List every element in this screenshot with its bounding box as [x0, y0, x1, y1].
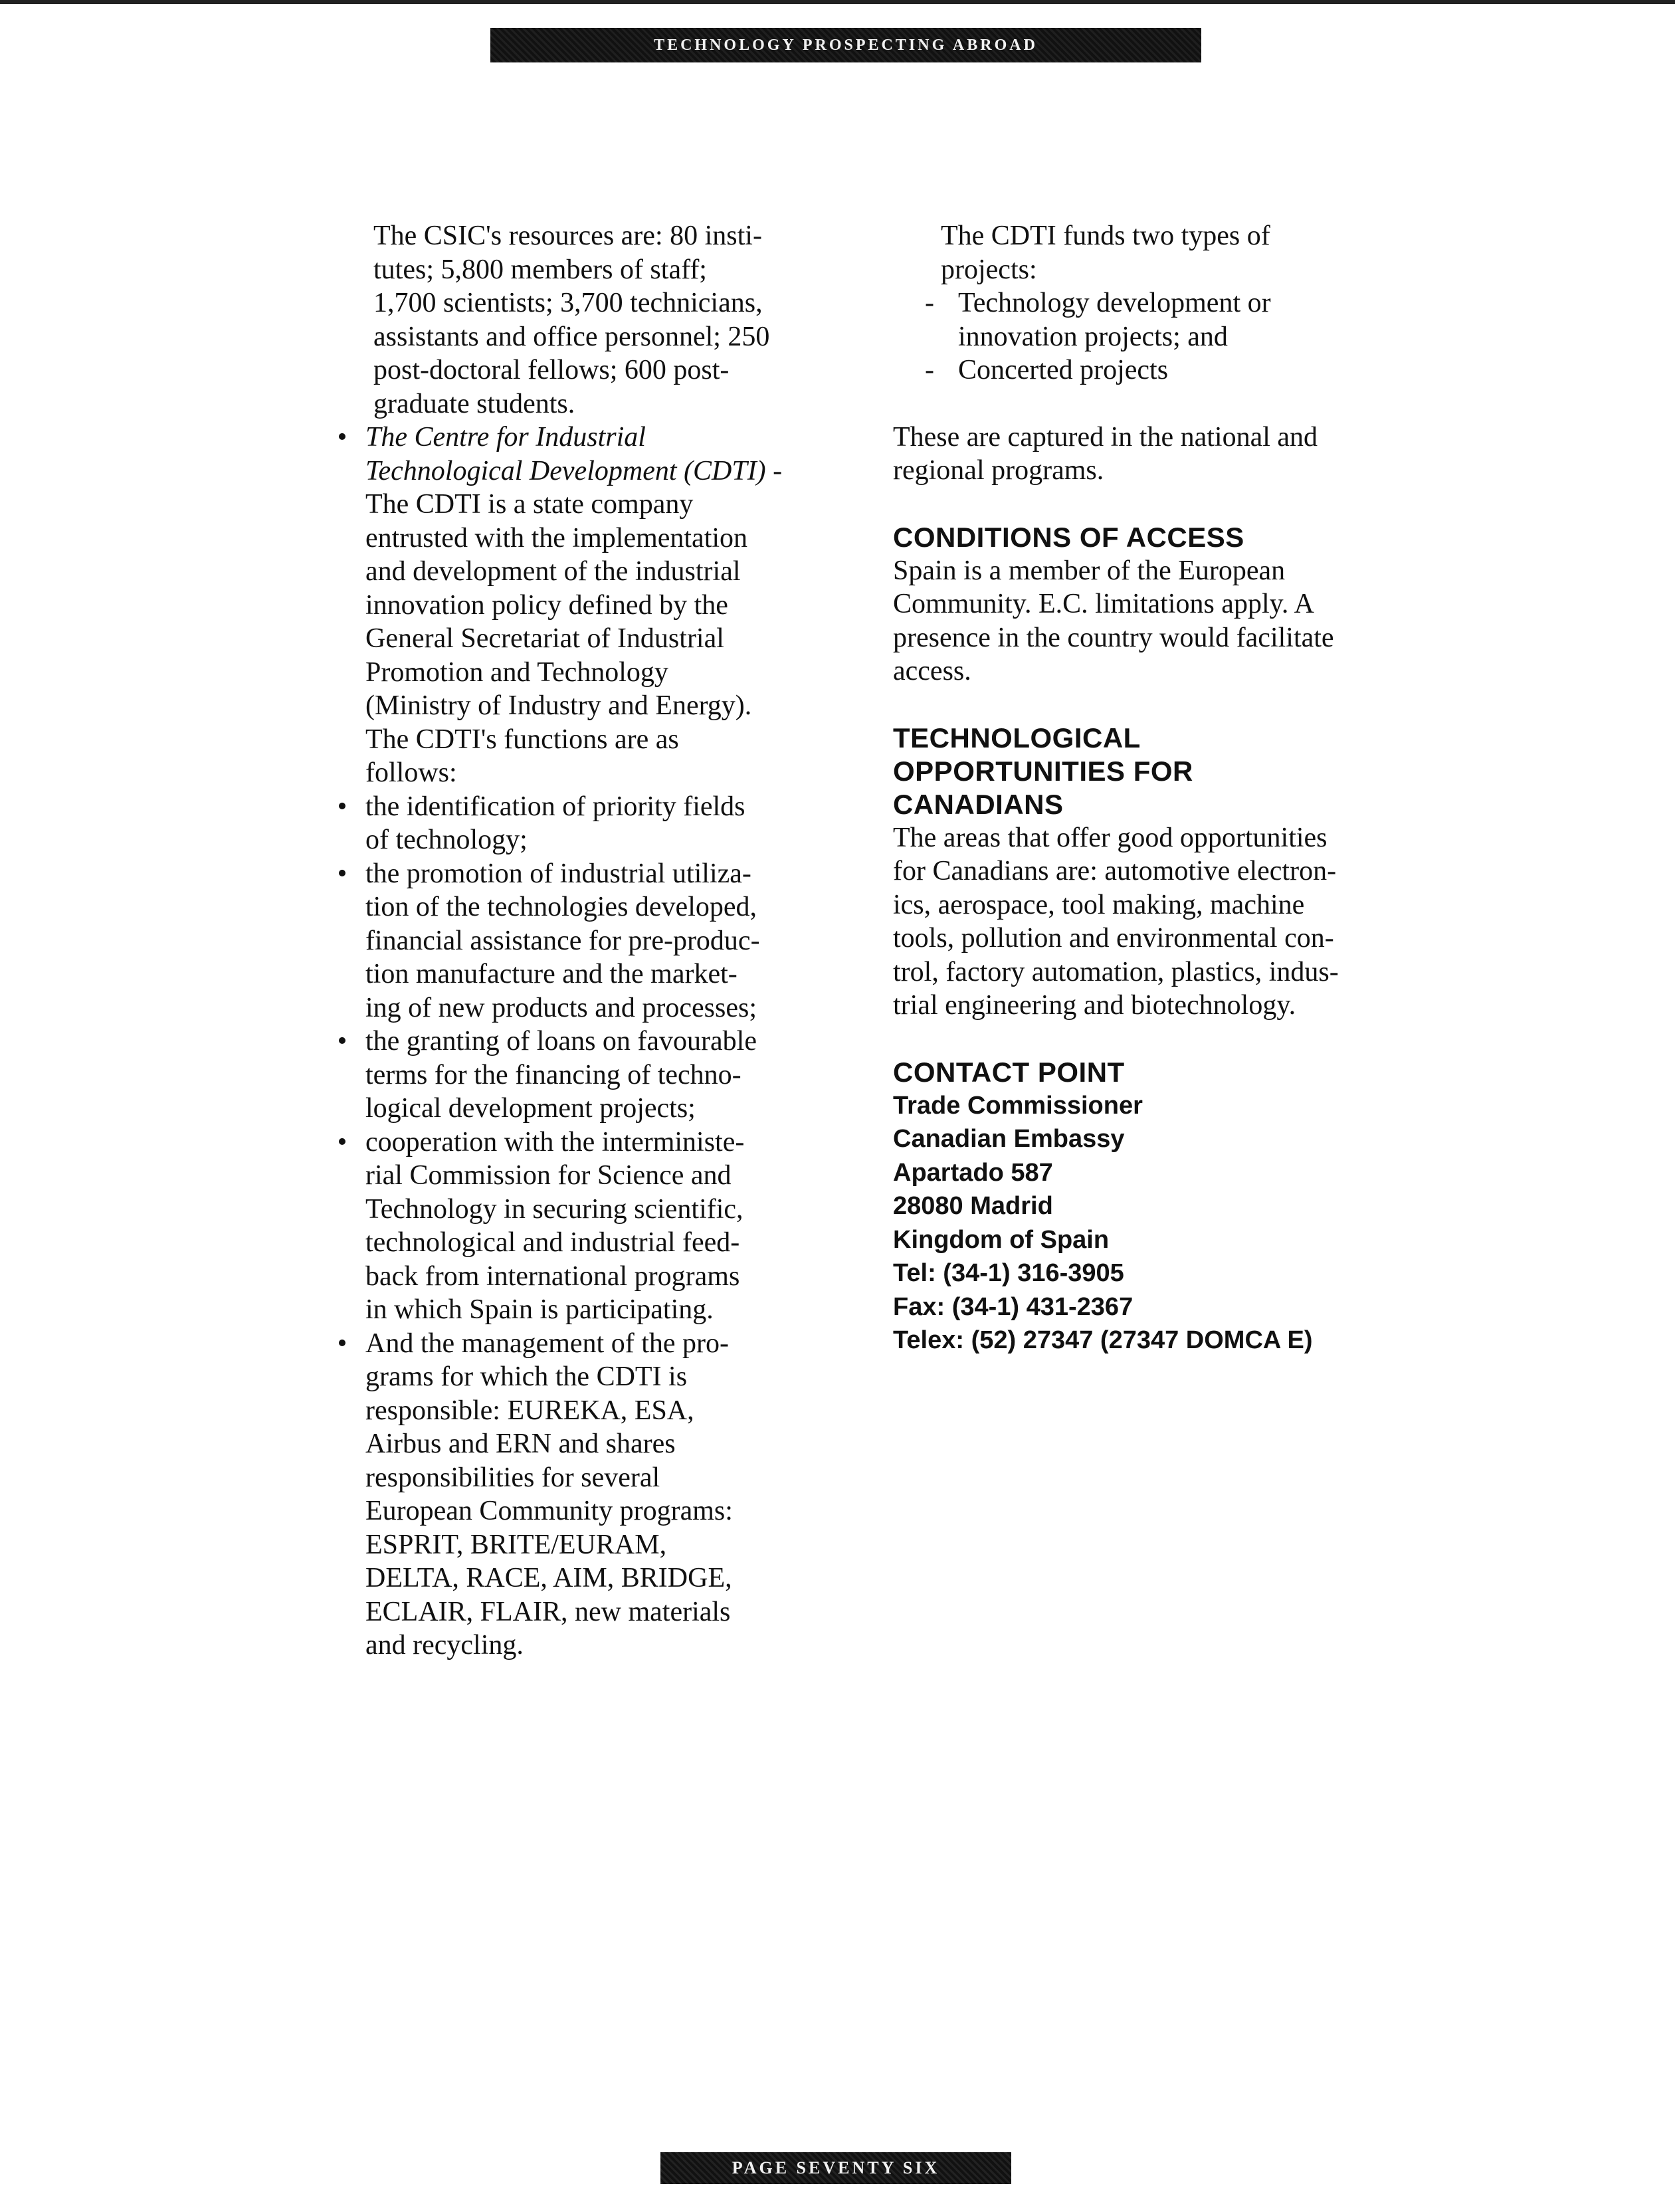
contact-line: Fax: (34-1) 431-2367 [893, 1292, 1133, 1321]
cdti-bullet-list [326, 421, 804, 1662]
text-line: regional programs. [893, 455, 1104, 486]
cdti-title-suffix: - [765, 455, 783, 486]
text-line: (Ministry of Industry and Energy). [365, 690, 752, 721]
text-line: the promotion of industrial utiliza- [365, 858, 751, 889]
captured-paragraph [893, 421, 1385, 488]
text-line: ECLAIR, FLAIR, new materials [365, 1596, 731, 1627]
list-item [326, 1126, 804, 1327]
page-number-footer [660, 2152, 1011, 2184]
opportunities-paragraph [893, 821, 1385, 1023]
text-line: innovation projects; and [958, 321, 1228, 352]
text-line: The areas that offer good opportunities [893, 822, 1328, 853]
opportunities-heading [893, 722, 1385, 821]
text-line: Promotion and Technology [365, 656, 668, 688]
bullet-icon: • [337, 858, 347, 889]
text-line: These are captured in the national and [893, 421, 1318, 452]
left-column [326, 219, 804, 1662]
text-line: Community. E.C. limitations apply. A [893, 589, 1314, 619]
contact-line: Tel: (34-1) 316-3905 [893, 1259, 1124, 1287]
bullet-icon: • [337, 791, 347, 822]
project-types-list [893, 286, 1385, 387]
text-line: graduate students. [373, 388, 575, 419]
list-item [326, 1327, 804, 1662]
text-line: Airbus and ERN and shares [365, 1429, 676, 1459]
text-line: access. [893, 656, 971, 686]
text-line: cooperation with the interministe- [365, 1126, 745, 1157]
text-line: Concerted projects [958, 355, 1169, 385]
text-line: General Secretariat of Industrial [365, 623, 724, 654]
text-line: ing of new products and processes; [365, 992, 757, 1023]
contact-line: 28080 Madrid [893, 1192, 1053, 1220]
contact-line: Trade Commissioner [893, 1091, 1143, 1120]
text-line: The CDTI funds two types of [941, 221, 1270, 251]
conditions-heading: CONDITIONS OF ACCESS [893, 521, 1244, 553]
page-number-label: PAGE SEVENTY SIX [732, 2158, 940, 2177]
text-line: Spain is a member of the European [893, 555, 1286, 586]
csic-resources-paragraph [326, 219, 804, 421]
text-line: Technology development or [958, 288, 1271, 318]
text-line: of technology; [365, 825, 528, 855]
contact-line: Kingdom of Spain [893, 1225, 1110, 1254]
text-line: innovation policy defined by the [365, 589, 728, 621]
text-line: ESPRIT, BRITE/EURAM, [365, 1529, 667, 1560]
text-line: Technology in securing scientific, [365, 1193, 743, 1225]
text-line: responsible: EUREKA, ESA, [365, 1395, 694, 1426]
text-line: tion of the technologies developed, [365, 892, 757, 922]
text-line: technological and industrial feed- [365, 1227, 740, 1258]
contact-line: Canadian Embassy [893, 1125, 1125, 1153]
text-line: and recycling. [365, 1630, 524, 1660]
text-line: responsibilities for several [365, 1462, 660, 1493]
running-header-title: TECHNOLOGY PROSPECTING ABROAD [654, 36, 1038, 54]
text-line: the identification of priority fields [365, 791, 745, 822]
cdti-title-line: The Centre for Industrial [365, 422, 646, 452]
text-line: the granting of loans on favourable [365, 1026, 757, 1056]
text-line: The CDTI is a state company [365, 489, 694, 520]
bullet-icon: • [337, 1026, 347, 1056]
text-line: grams for which the CDTI is [365, 1361, 688, 1392]
text-line: and development of the industrial [365, 556, 741, 587]
heading-line: TECHNOLOGICAL [893, 722, 1141, 754]
contact-line: Apartado 587 [893, 1158, 1053, 1187]
text-line: terms for the financing of techno- [365, 1059, 741, 1090]
text-line: projects: [941, 254, 1037, 285]
contact-block [893, 1089, 1385, 1357]
text-line: entrusted with the implementation [365, 522, 748, 553]
list-item [326, 1025, 804, 1126]
text-line: trol, factory automation, plastics, indus- [893, 956, 1339, 987]
list-item [326, 790, 804, 857]
top-border-corner [1635, 0, 1675, 11]
text-line: logical development projects; [365, 1093, 696, 1124]
text-line: tutes; 5,800 members of staff; [373, 254, 707, 285]
text-line: DELTA, RACE, AIM, BRIDGE, [365, 1563, 732, 1593]
contact-line: Telex: (52) 27347 (27347 DOMCA E) [893, 1326, 1313, 1354]
text-line: European Community programs: [365, 1496, 733, 1526]
text-line: presence in the country would facilitate [893, 622, 1334, 653]
heading-line: OPPORTUNITIES FOR [893, 755, 1193, 787]
right-column [893, 219, 1385, 1357]
funds-intro-paragraph [893, 219, 1385, 286]
top-border-rule [0, 0, 1675, 4]
cdti-title-line: Technological Development (CDTI) [365, 455, 766, 486]
text-line: 1,700 scientists; 3,700 technicians, [373, 288, 763, 318]
text-line: The CDTI's functions are as [365, 724, 679, 755]
text-line: in which Spain is participating. [365, 1294, 714, 1325]
text-line: assistants and office personnel; 250 [373, 321, 770, 352]
running-header [490, 28, 1201, 62]
text-line: post-doctoral fellows; 600 post- [373, 355, 730, 385]
bullet-icon: • [337, 422, 347, 452]
conditions-paragraph [893, 554, 1385, 688]
text-line: tools, pollution and environmental con- [893, 923, 1334, 954]
list-item [326, 421, 804, 790]
text-line: for Canadians are: automotive electron- [893, 856, 1337, 886]
text-line: tion manufacture and the market- [365, 959, 738, 989]
text-line: trial engineering and biotechnology. [893, 990, 1296, 1021]
list-item [326, 857, 804, 1025]
text-line: back from international programs [365, 1260, 740, 1292]
heading-line: CANADIANS [893, 788, 1064, 820]
list-item [925, 286, 1385, 353]
dash-icon: - [925, 288, 934, 318]
list-item [925, 353, 1385, 387]
text-line: The CSIC's resources are: 80 insti- [373, 221, 762, 251]
bullet-icon: • [337, 1328, 347, 1359]
text-line: financial assistance for pre-produc- [365, 925, 760, 956]
text-line: ics, aerospace, tool making, machine [893, 889, 1305, 920]
text-line: And the management of the pro- [365, 1328, 729, 1359]
bullet-icon: • [337, 1126, 347, 1157]
contact-heading: CONTACT POINT [893, 1056, 1125, 1088]
text-line: rial Commission for Science and [365, 1160, 732, 1191]
text-line: follows: [365, 757, 457, 788]
dash-icon: - [925, 355, 934, 385]
